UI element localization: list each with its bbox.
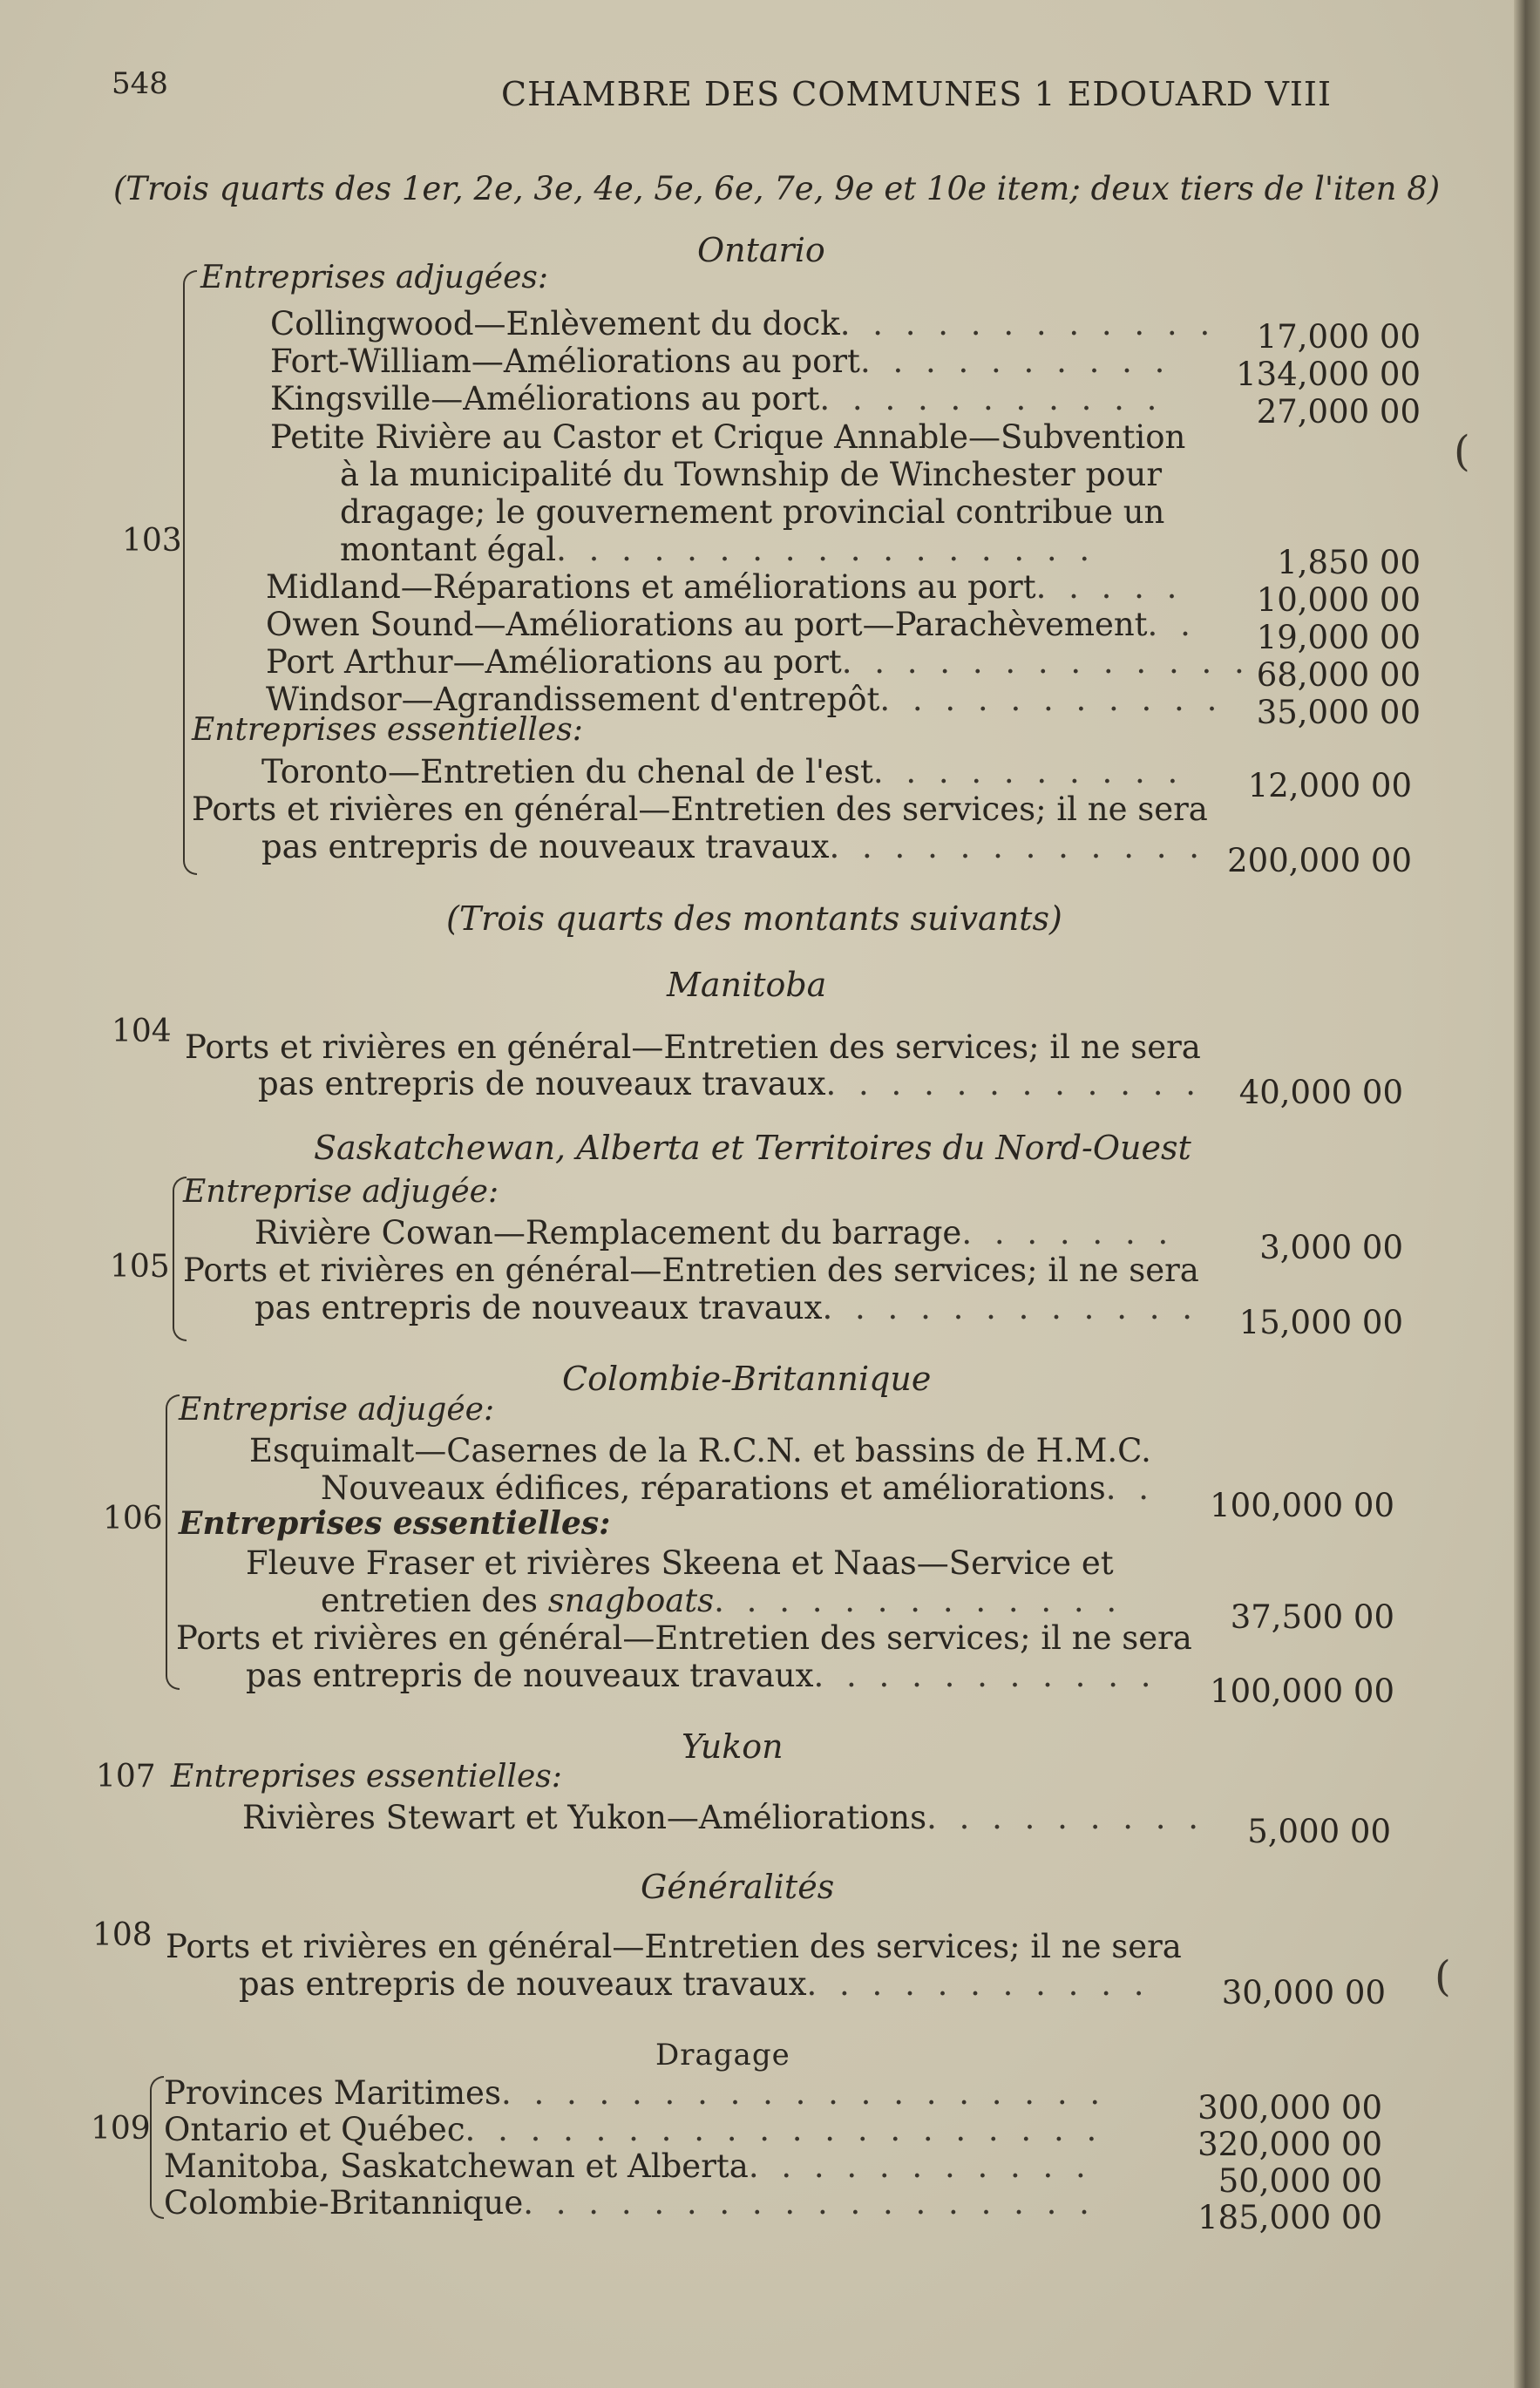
entry-amount: 19,000 00 bbox=[1256, 619, 1421, 656]
section-manitoba: Manitoba bbox=[667, 966, 827, 1004]
entry-line: à la municipalité du Township de Winchester pour bbox=[340, 456, 1163, 493]
subheading-adjugees: Entreprises adjugées: bbox=[200, 260, 549, 295]
entry-line: Collingwood—Enlèvement du dock. . . . . . . . . . . . bbox=[270, 305, 1217, 343]
section-dragage: Dragage bbox=[655, 2038, 790, 2073]
item-number-106: 106 bbox=[103, 1501, 163, 1537]
entry-amount: 185,000 00 bbox=[1197, 2199, 1382, 2236]
entry-amount: 1,850 00 bbox=[1277, 544, 1421, 581]
entry-line: Port Arthur—Améliorations au port. . . . . . . . . . . . . bbox=[266, 643, 1251, 681]
section-colombie-britannique: Colombie-Britannique bbox=[562, 1360, 932, 1398]
entry-line: pas entrepris de nouveaux travaux. . . . . . . . . . . bbox=[239, 1965, 1150, 2003]
entry-line: Esquimalt—Casernes de la R.C.N. et bassins de H.M.C. bbox=[249, 1432, 1151, 1469]
entry-line: Windsor—Agrandissement d'entrepôt. . . . . . . . . . . bbox=[266, 681, 1224, 718]
ink-mark: ( bbox=[1435, 1952, 1451, 2001]
entry-line: Ports et rivières en général—Entretien des services; il ne sera bbox=[166, 1928, 1182, 1965]
entry-line: Ports et rivières en général—Entretien des services; il ne sera bbox=[176, 1619, 1192, 1657]
entry-line: Rivières Stewart et Yukon—Améliorations. . . . . . . . . bbox=[242, 1799, 1205, 1836]
item-number-108: 108 bbox=[92, 1917, 153, 1953]
section-generalites: Généralités bbox=[641, 1868, 835, 1906]
item-number-105: 105 bbox=[110, 1249, 170, 1285]
subheading-essentielles: Entreprises essentielles: bbox=[171, 1759, 562, 1794]
entry-line: Colombie-Britannique. . . . . . . . . . . . . . . . . . bbox=[164, 2184, 1096, 2222]
entry-line: Midland—Réparations et améliorations au port. . . . . bbox=[266, 568, 1184, 606]
entry-amount: 320,000 00 bbox=[1197, 2126, 1382, 2163]
entry-line: Manitoba, Saskatchewan et Alberta. . . . . . . . . . . bbox=[164, 2147, 1092, 2185]
entry-line: dragage; le gouvernement provincial contribue un bbox=[340, 493, 1165, 531]
section-saskatchewan: Saskatchewan, Alberta et Territoires du Nord-Ouest bbox=[314, 1129, 1191, 1167]
entry-line: montant égal. . . . . . . . . . . . . . . . . bbox=[340, 531, 1096, 568]
entry-amount: 300,000 00 bbox=[1197, 2089, 1382, 2127]
note-mid: (Trois quarts des montants suivants) bbox=[446, 899, 1062, 938]
entry-line: Fort-William—Améliorations au port. . . . . . . . . . bbox=[270, 343, 1171, 380]
entry-line: Ports et rivières en général—Entretien des services; il ne sera bbox=[185, 1028, 1201, 1066]
entry-line: Kingsville—Améliorations au port. . . . . . . . . . . bbox=[270, 380, 1163, 417]
entry-amount: 40,000 00 bbox=[1238, 1074, 1403, 1111]
entry-amount: 10,000 00 bbox=[1256, 581, 1421, 619]
subheading-essentielles: Entreprises essentielles: bbox=[192, 712, 583, 748]
entry-line: Ontario et Québec. . . . . . . . . . . . . . . . . . . . bbox=[164, 2111, 1103, 2148]
entry-line: Fleuve Fraser et rivières Skeena et Naas—Service et bbox=[246, 1544, 1114, 1582]
section-ontario: Ontario bbox=[697, 231, 825, 269]
entry-amount: 37,500 00 bbox=[1230, 1598, 1394, 1636]
entry-line: pas entrepris de nouveaux travaux. . . . . . . . . . . . bbox=[254, 1289, 1199, 1326]
entry-amount: 12,000 00 bbox=[1247, 767, 1412, 804]
ink-mark: ( bbox=[1454, 427, 1470, 476]
entry-line: Ports et rivières en général—Entretien des services; il ne sera bbox=[183, 1252, 1199, 1289]
item-number-109: 109 bbox=[91, 2111, 151, 2147]
entry-amount: 30,000 00 bbox=[1221, 1974, 1386, 2011]
entry-amount: 100,000 00 bbox=[1210, 1672, 1394, 1710]
subheading-adjugee: Entreprise adjugée: bbox=[183, 1174, 499, 1210]
entry-amount: 100,000 00 bbox=[1210, 1487, 1394, 1524]
entry-amount: 17,000 00 bbox=[1256, 318, 1421, 356]
entry-amount: 35,000 00 bbox=[1256, 694, 1421, 731]
entry-line: pas entrepris de nouveaux travaux. . . . . . . . . . . . bbox=[261, 828, 1206, 865]
entry-amount: 27,000 00 bbox=[1256, 393, 1421, 431]
section-yukon: Yukon bbox=[682, 1727, 784, 1766]
entry-amount: 15,000 00 bbox=[1238, 1304, 1403, 1341]
entry-line: Toronto—Entretien du chenal de l'est. . . . . . . . . . bbox=[261, 753, 1184, 790]
brace-103 bbox=[183, 270, 197, 875]
entry-line: Rivière Cowan—Remplacement du barrage. . . . . . . bbox=[254, 1214, 1175, 1252]
page-edge bbox=[1514, 0, 1540, 2388]
entry-amount: 5,000 00 bbox=[1247, 1813, 1391, 1850]
entry-line: Owen Sound—Améliorations au port—Parachèvement. . bbox=[266, 606, 1197, 643]
entry-line: Ports et rivières en général—Entretien des services; il ne sera bbox=[192, 790, 1208, 828]
entry-line: Nouveaux édifices, réparations et améliorations. . bbox=[321, 1469, 1155, 1507]
entry-line: Petite Rivière au Castor et Crique Annable—Subvention bbox=[270, 418, 1186, 456]
subheading-adjugee: Entreprise adjugée: bbox=[179, 1392, 495, 1428]
entry-amount: 3,000 00 bbox=[1259, 1229, 1403, 1266]
entry-amount: 134,000 00 bbox=[1236, 356, 1421, 393]
entry-line: Provinces Maritimes. . . . . . . . . . . . . . . . . . . bbox=[164, 2074, 1107, 2112]
entry-line: pas entrepris de nouveaux travaux. . . . . . . . . . . . bbox=[258, 1065, 1203, 1102]
entry-line: pas entrepris de nouveaux travaux. . . . . . . . . . . bbox=[246, 1657, 1157, 1694]
entry-line: entretien des snagboats. . . . . . . . . . . . . bbox=[321, 1582, 1123, 1619]
subheading-essentielles: Entreprises essentielles: bbox=[179, 1505, 611, 1542]
entry-amount: 200,000 00 bbox=[1227, 842, 1412, 879]
page-title: CHAMBRE DES COMMUNES 1 EDOUARD VIII bbox=[501, 75, 1332, 113]
page-number: 548 bbox=[112, 66, 168, 101]
entry-amount: 50,000 00 bbox=[1218, 2162, 1382, 2200]
entry-amount: 68,000 00 bbox=[1256, 656, 1421, 694]
item-number-107: 107 bbox=[96, 1759, 156, 1794]
item-number-104: 104 bbox=[112, 1014, 172, 1049]
item-number-103: 103 bbox=[122, 523, 182, 559]
brace-109 bbox=[150, 2076, 164, 2219]
note-top: (Trois quarts des 1er, 2e, 3e, 4e, 5e, 6e, 7e, 9e et 10e item; deux tiers de l'iten 8) bbox=[113, 170, 1441, 207]
